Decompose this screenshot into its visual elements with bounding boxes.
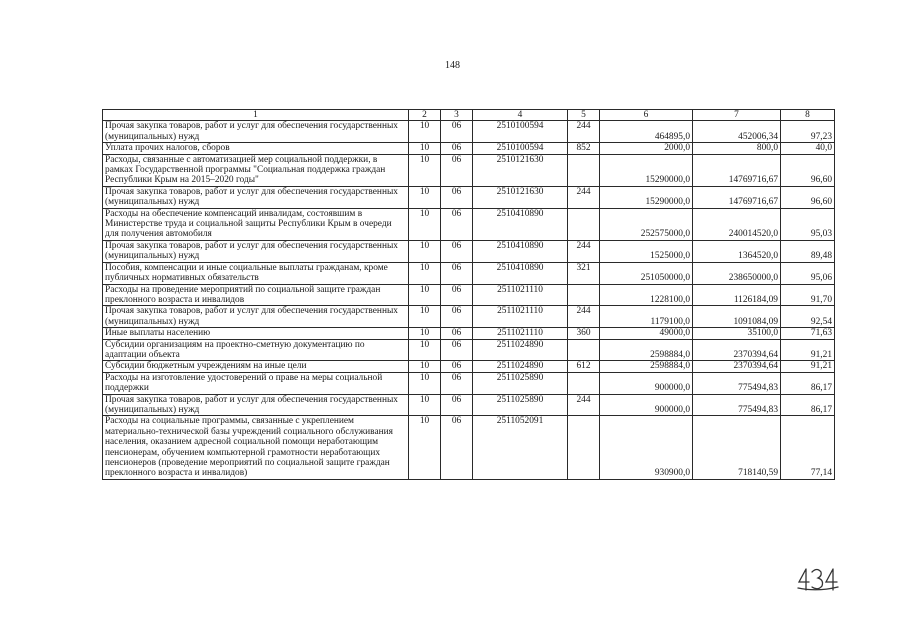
expense-type-code: 244 <box>568 240 600 262</box>
execution-percent: 91,70 <box>781 284 835 306</box>
expense-type-code: 360 <box>568 328 600 339</box>
section-code: 10 <box>409 154 441 186</box>
row-name: Пособия, компенсации и иные социальные выплаты гражданам, кроме публичных нормативных обязательств <box>103 262 409 284</box>
planned-amount: 900000,0 <box>600 394 693 416</box>
target-article-code: 2511021110 <box>473 306 568 328</box>
planned-amount: 900000,0 <box>600 372 693 394</box>
execution-percent: 71,63 <box>781 328 835 339</box>
column-header: 6 <box>600 110 693 121</box>
table-row <box>103 186 835 208</box>
planned-amount: 2598884,0 <box>600 361 693 372</box>
subsection-code: 06 <box>441 284 473 306</box>
actual-amount: 775494,83 <box>693 394 781 416</box>
section-code: 10 <box>409 416 441 479</box>
row-name: Уплата прочих налогов, сборов <box>103 143 409 154</box>
execution-percent: 92,54 <box>781 306 835 328</box>
planned-amount: 1179100,0 <box>600 306 693 328</box>
actual-amount: 238650000,0 <box>693 262 781 284</box>
planned-amount: 1525000,0 <box>600 240 693 262</box>
section-code: 10 <box>409 328 441 339</box>
planned-amount: 464895,0 <box>600 121 693 143</box>
subsection-code: 06 <box>441 306 473 328</box>
actual-amount: 240014520,0 <box>693 208 781 240</box>
execution-percent: 40,0 <box>781 143 835 154</box>
target-article-code: 2511052091 <box>473 416 568 479</box>
section-code: 10 <box>409 186 441 208</box>
target-article-code: 2511025890 <box>473 372 568 394</box>
header-row <box>103 110 835 121</box>
column-header: 7 <box>693 110 781 121</box>
column-header: 8 <box>781 110 835 121</box>
row-name: Прочая закупка товаров, работ и услуг для обеспечения государственных (муниципальных) нужд <box>103 394 409 416</box>
table-row <box>103 416 835 479</box>
execution-percent: 86,17 <box>781 372 835 394</box>
planned-amount: 49000,0 <box>600 328 693 339</box>
target-article-code: 2510410890 <box>473 262 568 284</box>
expense-type-code: 244 <box>568 121 600 143</box>
expense-type-code: 244 <box>568 306 600 328</box>
table-row <box>103 154 835 186</box>
expense-type-code: 244 <box>568 186 600 208</box>
actual-amount: 14769716,67 <box>693 154 781 186</box>
target-article-code: 2510121630 <box>473 186 568 208</box>
actual-amount: 35100,0 <box>693 328 781 339</box>
planned-amount: 15290000,0 <box>600 186 693 208</box>
subsection-code: 06 <box>441 208 473 240</box>
target-article-code: 2511021110 <box>473 284 568 306</box>
column-header: 5 <box>568 110 600 121</box>
execution-percent: 91,21 <box>781 361 835 372</box>
row-name: Расходы на социальные программы, связанные с укреплением материально-технической базы учреждений социального обслуживания населения, оказанием адресной социальной помощи неработающим пенсионерам, обучением компьютерной грамотности неработающих пенсионеров (проведение мероприятий по социальной защите граждан преклонного возраста и инвалидов) <box>103 416 409 479</box>
table-row <box>103 262 835 284</box>
actual-amount: 1364520,0 <box>693 240 781 262</box>
page-number: 148 <box>445 60 460 71</box>
expense-type-code: 244 <box>568 394 600 416</box>
expense-type-code <box>568 154 600 186</box>
table-row <box>103 339 835 361</box>
planned-amount: 930900,0 <box>600 416 693 479</box>
subsection-code: 06 <box>441 121 473 143</box>
actual-amount: 452006,34 <box>693 121 781 143</box>
column-header: 4 <box>473 110 568 121</box>
subsection-code: 06 <box>441 416 473 479</box>
row-name: Прочая закупка товаров, работ и услуг для обеспечения государственных (муниципальных) нужд <box>103 121 409 143</box>
actual-amount: 718140,59 <box>693 416 781 479</box>
subsection-code: 06 <box>441 262 473 284</box>
column-header: 2 <box>409 110 441 121</box>
handwritten-page-note <box>797 566 839 592</box>
column-header: 1 <box>103 110 409 121</box>
section-code: 10 <box>409 306 441 328</box>
planned-amount: 1228100,0 <box>600 284 693 306</box>
section-code: 10 <box>409 372 441 394</box>
table-row <box>103 372 835 394</box>
subsection-code: 06 <box>441 154 473 186</box>
subsection-code: 06 <box>441 240 473 262</box>
execution-percent: 77,14 <box>781 416 835 479</box>
table-row <box>103 328 835 339</box>
target-article-code: 2510100594 <box>473 121 568 143</box>
execution-percent: 95,06 <box>781 262 835 284</box>
section-code: 10 <box>409 240 441 262</box>
table-row <box>103 306 835 328</box>
planned-amount: 252575000,0 <box>600 208 693 240</box>
planned-amount: 15290000,0 <box>600 154 693 186</box>
column-header: 3 <box>441 110 473 121</box>
planned-amount: 2598884,0 <box>600 339 693 361</box>
actual-amount: 14769716,67 <box>693 186 781 208</box>
row-name: Расходы на обеспечение компенсаций инвалидам, состоявшим в Министерстве труда и социальной защиты Республики Крым в очереди для получения автомобиля <box>103 208 409 240</box>
table-row <box>103 121 835 143</box>
section-code: 10 <box>409 284 441 306</box>
actual-amount: 775494,83 <box>693 372 781 394</box>
budget-table <box>102 109 835 480</box>
table-row <box>103 208 835 240</box>
subsection-code: 06 <box>441 372 473 394</box>
actual-amount: 2370394,64 <box>693 339 781 361</box>
execution-percent: 95,03 <box>781 208 835 240</box>
target-article-code: 2510100594 <box>473 143 568 154</box>
table-row <box>103 143 835 154</box>
expense-type-code: 321 <box>568 262 600 284</box>
execution-percent: 91,21 <box>781 339 835 361</box>
expense-type-code <box>568 208 600 240</box>
target-article-code: 2511021110 <box>473 328 568 339</box>
actual-amount: 1091084,09 <box>693 306 781 328</box>
expense-type-code: 612 <box>568 361 600 372</box>
expense-type-code <box>568 284 600 306</box>
actual-amount: 1126184,09 <box>693 284 781 306</box>
target-article-code: 2511024890 <box>473 361 568 372</box>
section-code: 10 <box>409 339 441 361</box>
row-name: Субсидии организациям на проектно-сметную документацию по адаптации объекта <box>103 339 409 361</box>
target-article-code: 2510410890 <box>473 240 568 262</box>
row-name: Расходы на изготовление удостоверений о праве на меры социальной поддержки <box>103 372 409 394</box>
section-code: 10 <box>409 394 441 416</box>
execution-percent: 96,60 <box>781 154 835 186</box>
actual-amount: 2370394,64 <box>693 361 781 372</box>
actual-amount: 800,0 <box>693 143 781 154</box>
execution-percent: 96,60 <box>781 186 835 208</box>
row-name: Субсидии бюджетным учреждениям на иные цели <box>103 361 409 372</box>
section-code: 10 <box>409 208 441 240</box>
row-name: Иные выплаты населению <box>103 328 409 339</box>
table-row <box>103 394 835 416</box>
subsection-code: 06 <box>441 361 473 372</box>
execution-percent: 86,17 <box>781 394 835 416</box>
subsection-code: 06 <box>441 186 473 208</box>
target-article-code: 2510121630 <box>473 154 568 186</box>
section-code: 10 <box>409 143 441 154</box>
expense-type-code: 852 <box>568 143 600 154</box>
target-article-code: 2511024890 <box>473 339 568 361</box>
planned-amount: 251050000,0 <box>600 262 693 284</box>
row-name: Расходы, связанные с автоматизацией мер социальной поддержки, в рамках Государственной программы "Социальная поддержка граждан Республики Крым на 2015–2020 годы" <box>103 154 409 186</box>
target-article-code: 2511025890 <box>473 394 568 416</box>
table-row <box>103 240 835 262</box>
row-name: Прочая закупка товаров, работ и услуг для обеспечения государственных (муниципальных) нужд <box>103 306 409 328</box>
subsection-code: 06 <box>441 143 473 154</box>
execution-percent: 89,48 <box>781 240 835 262</box>
section-code: 10 <box>409 262 441 284</box>
row-name: Прочая закупка товаров, работ и услуг для обеспечения государственных (муниципальных) нужд <box>103 240 409 262</box>
table-row <box>103 284 835 306</box>
row-name: Расходы на проведение мероприятий по социальной защите граждан преклонного возраста и инвалидов <box>103 284 409 306</box>
subsection-code: 06 <box>441 328 473 339</box>
target-article-code: 2510410890 <box>473 208 568 240</box>
table-row <box>103 361 835 372</box>
section-code: 10 <box>409 361 441 372</box>
subsection-code: 06 <box>441 339 473 361</box>
expense-type-code <box>568 339 600 361</box>
expense-type-code <box>568 372 600 394</box>
section-code: 10 <box>409 121 441 143</box>
row-name: Прочая закупка товаров, работ и услуг для обеспечения государственных (муниципальных) нужд <box>103 186 409 208</box>
subsection-code: 06 <box>441 394 473 416</box>
expense-type-code <box>568 416 600 479</box>
execution-percent: 97,23 <box>781 121 835 143</box>
planned-amount: 2000,0 <box>600 143 693 154</box>
